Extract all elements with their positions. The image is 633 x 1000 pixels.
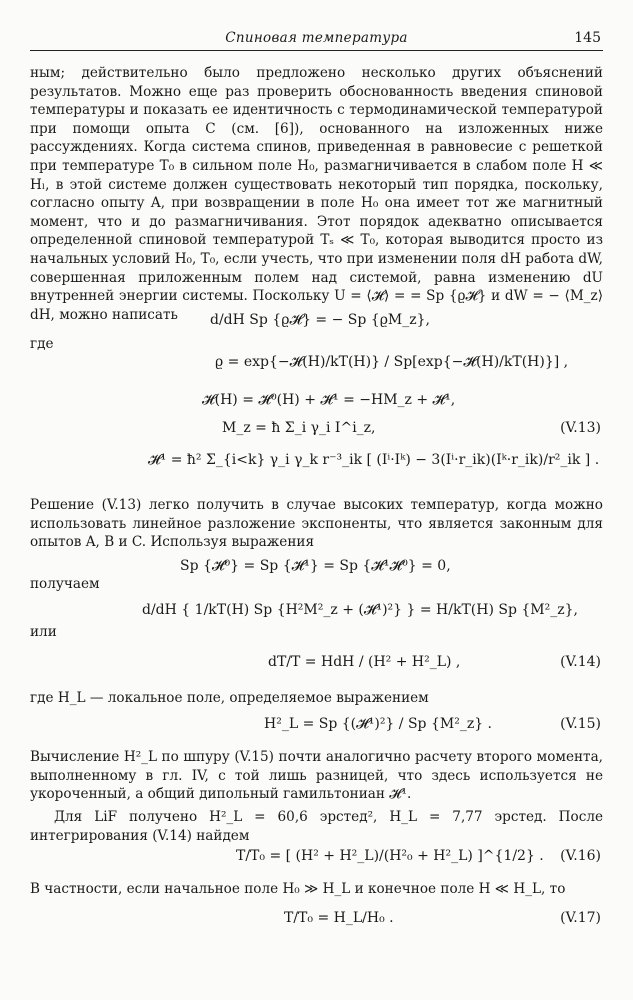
word-ili: или [30,624,57,640]
equation-v14: dT/T = HdH / (H² + H²_L) , [268,654,461,670]
equation-v15: H²_L = Sp {(𝓗¹)²} / Sp {M²_z} . [264,716,493,732]
paragraph-particular: В частности, если начальное поле H₀ ≫ H_L и конечное поле H ≪ H_L, то [30,881,566,897]
paragraph-lif: Для LiF получено H²_L = 60,6 эрстед², H_L = 7,77 эрстед. После интегрирования (V.14) найдем [30,809,603,844]
equation-number: (V.14) [560,654,601,670]
text-local-field-definition: где H_L — локальное поле, определяемое выражением [30,690,429,706]
paragraph-calculation: Вычисление H²_L по шпуру (V.15) почти аналогично расчету второго момента, выполненному в гл. IV, с той лишь разницей, что здесь используется не укороченный, а общий дипольный гамильтониан 𝓗¹. [30,749,603,803]
equation-v16: T/T₀ = [ (H² + H²_L)/(H²₀ + H²_L) ]^{1/2} . [236,848,544,864]
equation-number: (V.13) [560,420,601,436]
equation-mz: M_z = ħ Σ_i γ_i I^i_z, [222,420,376,436]
equation-v17: T/T₀ = H_L/H₀ . [284,910,394,926]
running-title: Спиновая температура [225,30,408,46]
equation-number: (V.17) [560,910,601,926]
equation-number: (V.15) [560,716,601,732]
page-number: 145 [574,30,601,46]
equation-derivative-sp: d/dH Sp {ϱ𝓗} = − Sp {ϱM_z}, [210,312,430,328]
equation-hamiltonian: 𝓗(H) = 𝓗⁰(H) + 𝓗¹ = −HM_z + 𝓗¹, [202,392,456,408]
equation-rho: ϱ = exp{−𝓗(H)/kT(H)} / Sp[exp{−𝓗(H)/kT(H)}] , [215,354,569,370]
equation-number: (V.16) [560,848,601,864]
equation-dipolar-hamiltonian: 𝓗¹ = ħ² Σ_{i<k} γ_i γ_k r⁻³_ik [ (Iⁱ·Iᵏ) − 3(Iⁱ·r_ik)(Iᵏ·r_ik)/r²_ik ] . [148,452,600,468]
equation-d-sp: d/dH { 1/kT(H) Sp {H²M²_z + (𝓗¹)²} } = H/kT(H) Sp {M²_z}, [142,602,578,618]
equation-traces: Sp {𝓗⁰} = Sp {𝓗¹} = Sp {𝓗¹𝓗⁰} = 0, [180,558,451,574]
page-header [30,28,603,51]
word-gde: где [30,336,54,352]
paragraph-intro: ным; действительно было предложено несколько других объяснений результатов. Можно еще раз проверить обоснованность введения спиновой температуры и показать ее идентичность с термодинамической температурой при помощи опыта C (см. [6]), основанного на изложенных ниже рассуждениях. Когда система спинов, приведенная в равновесие с решеткой при температуре T₀ в сильном поле H₀, размагничивается в слабом поле H ≪ Hₗ, в этой системе должен существовать некоторый тип порядка, поскольку, согласно опыту A, при возвращении в поле H₀ она имеет тот же магнитный момент, что и до размагничивания. Этот порядок адекватно описывается определенной спиновой температурой Tₛ ≪ T₀, которая выводится просто из начальных условий H₀, T₀, если учесть, что при изменении поля dH работа dW, совершенная приложенным полем над системой, равна изменению dU внутренней энергии системы. Поскольку U = ⟨𝓗⟩ = = Sp {ϱ𝓗} и dW = − ⟨M_z⟩ dH, можно написать [30,65,603,323]
paragraph-solution: Решение (V.13) легко получить в случае высоких температур, когда можно использовать линейное разложение экспоненты, что является законным для опытов A, B и C. Используя выражения [30,497,603,551]
word-poluchaem: получаем [30,576,100,592]
